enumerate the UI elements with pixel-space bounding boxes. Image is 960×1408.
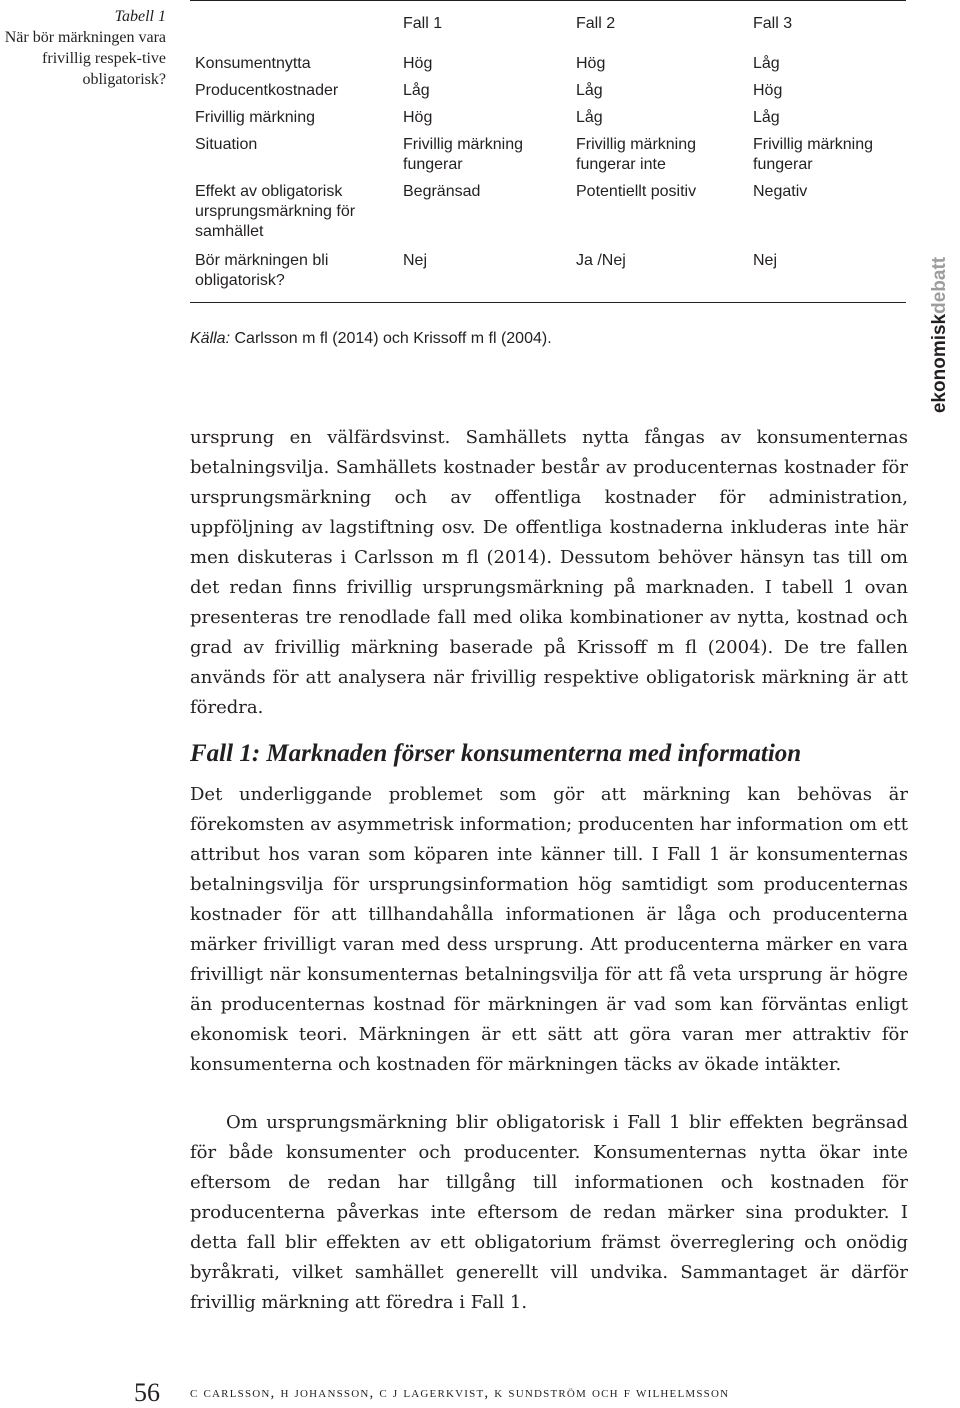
table-cell: Låg (576, 82, 603, 99)
table-row-label: Effekt av obligatorisk ursprungsmärkning för samhället (195, 183, 356, 240)
table-top-rule (190, 0, 906, 1)
table-header-fall-2: Fall 2 (576, 15, 616, 32)
source-text: Carlsson m fl (2014) och Krissoff m fl (2004). (234, 330, 552, 347)
journal-brand (925, 255, 955, 415)
table-cell: Ja /Nej (576, 252, 626, 269)
table-source (190, 330, 552, 348)
table-cell: Låg (753, 55, 780, 72)
table-row-label: Frivillig märkning (195, 109, 316, 126)
page-footer (0, 1378, 960, 1406)
running-authors: c carlsson, h johansson, c j lagerkvist, k sundström och f wilhelmsson (190, 1385, 730, 1401)
table-cell: Begränsad (403, 183, 481, 200)
brand-part-1: ekonomisk (929, 313, 950, 414)
table-label: Tabell 1 (114, 8, 166, 25)
table-header-fall-1: Fall 1 (403, 15, 443, 32)
body-paragraph: ursprung en välfärdsvinst. Samhällets nytta fångas av konsumenternas betalningsvilja. Samhällets kostnader består av producenternas kostnader för ursprungsmärkning och av offentliga kostnader för administration, uppföljning av lagstiftning osv. De offentliga kostnaderna inkluderas inte här men diskuteras i Carlsson m fl (2014). Dessutom behöver hänsyn tas till om det redan finns frivillig ursprungsmärkning på marknaden. I tabell 1 ovan presenteras tre renodlade fall med olika kombinationer av nytta, kostnad och grad av frivillig märkning baserade på Krissoff m fl (2004). De tre fallen används för att analysera när frivillig respektive obligatorisk märkning är att föredra. (190, 427, 908, 718)
table-bottom-rule (190, 302, 906, 303)
table-header-fall-3: Fall 3 (753, 15, 793, 32)
page-number: 56 (134, 1378, 160, 1407)
body-paragraph: Det underliggande problemet som gör att märkning kan behövas är förekomsten av asymmetrisk information; producenten har information om ett attribut hos varan som köparen inte känner till. I Fall 1 är konsumenternas betalningsvilja för ursprungsinformation hög samtidigt som producenternas kostnader för att tillhandahålla informationen är låga och producenterna märker frivilligt varan med dess ursprung. Att producenterna märker en vara frivilligt när konsumenternas betalningsvilja för att få veta ursprung är högre än producenternas kostnad för märkningen är vad som kan förväntas enligt ekonomisk teori. Märkningen är ett sätt att göra varan mer attraktiv för konsumenterna och kostnaden för märkningen täcks av ökade intäkter. (190, 784, 908, 1075)
table-cell: Frivillig märkning fungerar (753, 136, 874, 173)
brand-part-2: debatt (929, 256, 950, 314)
table-row-label: Producentkostnader (195, 82, 339, 99)
table-row-label: Konsumentnytta (195, 55, 311, 72)
table-cell: Låg (753, 109, 780, 126)
body-paragraph: Om ursprungsmärkning blir obligatorisk i Fall 1 blir effekten begränsad för både konsumenter och producenter. Konsumenternas nytta ökar inte eftersom de redan har tillgång till informationen och kostnaden för producenterna påverkas inte eftersom de redan märker sina produkter. I detta fall blir effekten av ett obligatorium främst överreglering och onödig byråkrati, vilket samhället generellt vill undvika. Sammantaget är därför frivillig märkning att föredra i Fall 1. (190, 1112, 908, 1313)
table-cell: Hög (576, 55, 606, 72)
table-cell: Potentiellt positiv (576, 183, 697, 200)
table-row-label: Situation (195, 136, 258, 153)
table-cell: Nej (403, 252, 428, 269)
table-cell: Låg (576, 109, 603, 126)
table-cell: Hög (403, 109, 433, 126)
table-cell: Nej (753, 252, 778, 269)
table-cell: Negativ (753, 183, 808, 200)
table-cell: Hög (753, 82, 783, 99)
table-caption (0, 6, 166, 90)
table-cell: Frivillig märkning fungerar inte (576, 136, 697, 173)
section-heading: Fall 1: Marknaden förser konsumenterna med information (190, 740, 802, 767)
source-label: Källa: (190, 330, 231, 347)
table-cell: Hög (403, 55, 433, 72)
table-cell: Låg (403, 82, 430, 99)
table-cell: Frivillig märkning fungerar (403, 136, 524, 173)
table-row-label: Bör märkningen bli obligatorisk? (195, 252, 329, 289)
table-caption-text: När bör märkningen vara frivillig respek-tive obligatorisk? (4, 29, 166, 88)
